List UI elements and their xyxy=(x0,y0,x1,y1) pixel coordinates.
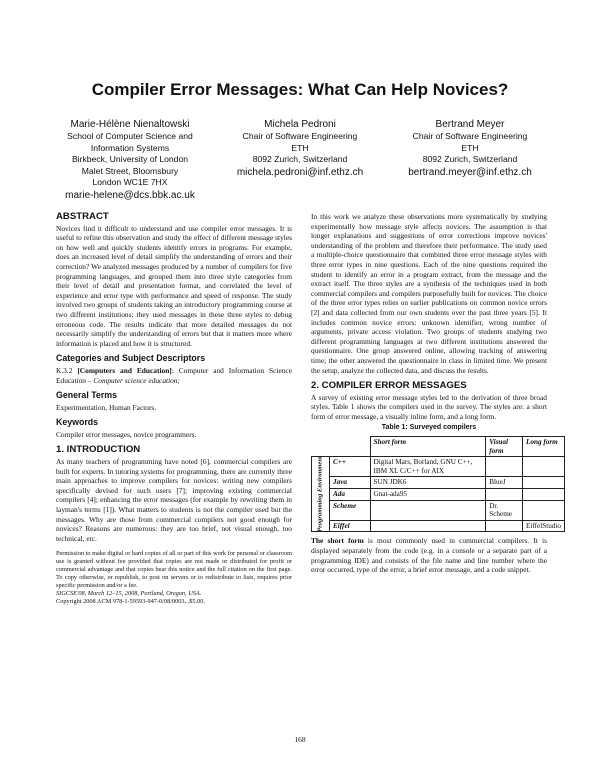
author-block-3 xyxy=(385,118,555,179)
right-column xyxy=(311,212,561,575)
table-row xyxy=(312,520,565,532)
author-email: marie-helene@dcs.bbk.ac.uk xyxy=(65,189,195,201)
categories-rest: : Computer and Information Science Education – xyxy=(56,365,292,385)
table-corner xyxy=(312,437,330,457)
abstract-text: Novices find it difficult to understand and use compiler error messages. It is useful to refine this observation and study the effect of different message styles on how well and quickly students identify errors in programs. For example, does an increased level of detail simplify the understanding of errors and their correction? We analyzed messages produced by a number of compilers for five programming languages, and grouped them into three style categories from their level of detail and presentation format, and correlated the level of experience and error type with performance and speed of response. The study involved two groups of students taking an introductory programming course at two different institutions; they used messages in these three styles to debug erroneous code. The results indicate that more detailed messages do not necessarily simplify the understanding of errors but that it matters more where information is placed and how it is structured. xyxy=(56,223,292,348)
author-affiliation: ETH xyxy=(461,142,479,153)
table-row-label xyxy=(312,457,330,532)
copyright-block xyxy=(56,550,292,606)
table-cell xyxy=(486,457,523,477)
table-cell: Gnat-ada95 xyxy=(370,489,486,501)
categories-code: K.3.2 xyxy=(56,365,78,375)
table-header: Long form xyxy=(522,437,564,457)
copyright-permission: Permission to make digital or hard copies of all or part of this work for personal or classroom use is granted without fee provided that copies are not made or distributed for profit or commercial advantage and that copies bear this notice and the full citation on the first page. To copy otherwise, or republish, to post on servers or to redistribute to lists, requires prior specific permission and/or a fee. xyxy=(56,550,292,590)
categories-text xyxy=(56,366,292,385)
table-row xyxy=(312,477,565,489)
keywords-heading: Keywords xyxy=(56,417,99,428)
author-block-1 xyxy=(45,118,215,202)
table-caption: Table 1: Surveyed compilers xyxy=(381,424,477,432)
categories-bold: [Computers and Education] xyxy=(77,365,172,375)
table-cell: Dr. Scheme xyxy=(486,500,523,520)
table-cell-lang: Ada xyxy=(330,489,371,501)
section2-heading: 2. COMPILER ERROR MESSAGES xyxy=(311,380,467,392)
table-cell-lang: Eiffel xyxy=(330,520,371,532)
abstract-heading: ABSTRACT xyxy=(56,211,109,222)
row-label-text: Programming Environment xyxy=(316,456,324,533)
author-affiliation: ETH xyxy=(291,142,309,153)
author-affiliation: Malet Street, Bloomsbury xyxy=(81,165,179,176)
table-cell xyxy=(370,520,486,532)
author-affiliation: 8092 Zurich, Switzerland xyxy=(422,154,518,164)
general-terms-heading: General Terms xyxy=(56,390,117,401)
author-affiliation: Information Systems xyxy=(90,142,170,153)
categories-heading: Categories and Subject Descriptors xyxy=(56,353,206,364)
table-cell xyxy=(522,489,564,501)
table-row xyxy=(312,457,565,477)
general-terms-text: Experimentation, Human Factors. xyxy=(56,402,157,412)
table-cell xyxy=(522,457,564,477)
author-email: bertrand.meyer@inf.ethz.ch xyxy=(408,166,532,178)
page-number: 168 xyxy=(294,735,306,744)
keywords-text: Compiler error messages, novice programmers. xyxy=(56,429,197,439)
table-cell: SUN JDK6 xyxy=(370,477,486,489)
table-cell: EiffelStudio xyxy=(522,520,564,532)
table-header: Visual form xyxy=(486,437,523,457)
table-cell xyxy=(486,489,523,501)
table-cell: BlueJ xyxy=(486,477,523,489)
table-cell xyxy=(486,520,523,532)
author-block-2 xyxy=(218,118,382,179)
section2-text: A survey of existing error message styles led to the derivation of three broad styles. Table 1 shows the compilers used in the survey. The styles are: a short form of error message, a visually inline form, and a long form. xyxy=(311,392,547,421)
introduction-text: As many teachers of programming have noted [6], commercial compilers are built for experts. In tutoring systems for programming, there are currently three main approaches to improve compilers for novices: writing new compilers specifically devised for such users [7]; improving existing commercial compilers [4]; enhancing the error messages (for example by rewriting them in layman's terms [1]). What matters to students is not the compiler used but the messages. Why are those from commercial compilers not good enough for novices? Reasons are numerous: they are too brief, not visual enough, too technical, etc. xyxy=(56,457,292,543)
table-cell xyxy=(522,500,564,520)
table-row xyxy=(312,500,565,520)
table-cell xyxy=(522,477,564,489)
author-affiliation: Chair of Software Engineering xyxy=(242,131,358,141)
author-affiliation: London WC1E 7HX xyxy=(92,177,168,187)
table-corner xyxy=(330,437,371,457)
compilers-table xyxy=(311,436,565,532)
table-header: Short form xyxy=(370,437,486,457)
table-row xyxy=(312,489,565,501)
after-table-bold: The short form xyxy=(311,536,364,546)
table-cell-lang: C++ xyxy=(330,457,371,477)
table-header-row xyxy=(312,437,565,457)
author-name: Bertrand Meyer xyxy=(435,119,505,130)
left-column xyxy=(56,212,292,606)
introduction-heading: 1. INTRODUCTION xyxy=(56,444,141,456)
table-cell-lang: Java xyxy=(330,477,371,489)
table-cell xyxy=(370,500,486,520)
copyright-conference: SIGCSE'08, March 12–15, 2008, Portland, Oregon, USA. xyxy=(56,590,202,598)
author-affiliation: School of Computer Science and xyxy=(67,131,193,141)
author-affiliation: Birkbeck, University of London xyxy=(71,154,189,164)
table-cell: Digital Mars, Borland, GNU C++, IBM XL C/C++ for AIX xyxy=(370,457,486,477)
after-table-rest: is most commonly used in commercial compilers. It is displayed separately from the code (e.g. in a console or a separate part of a programming IDE) and consists of the file name and line number where the error occurred, type of the error, a brief error message, and a code snippet. xyxy=(311,536,547,575)
categories-italic: Computer science education; xyxy=(93,375,180,385)
author-affiliation: Chair of Software Engineering xyxy=(412,131,528,141)
author-affiliation: 8092 Zurich, Switzerland xyxy=(252,154,348,164)
paper-title: Compiler Error Messages: What Can Help Novices? xyxy=(91,80,509,99)
table-cell-lang: Scheme xyxy=(330,500,371,520)
author-email: michela.pedroni@inf.ethz.ch xyxy=(236,166,364,178)
author-name: Marie-Hélène Nienaltowski xyxy=(70,119,190,130)
after-table-text xyxy=(311,536,547,574)
right-intro-text: In this work we analyze these observations more systematically by studying experimentally how message style affects novices. The assumption is that longer explanations and suggestions of error corrections improve novices' understanding of the problem and therefore their performance. The study used a multiple-choice questionnaire that combined three error message styles with three error types in nine questions. Each of the nine questions required the student to identify an error in a program extract, from the message and the extract itself. The three styles are a synthesis of the techniques used in both commercial compilers and compilers purposefully built for novices. The choice of the three error types relies on earlier publications on common novice errors [2] and data collected from our own students over the past three years [5]. It includes common novice errors: unknown identifier, wrong number of arguments, private access violation. Two groups of students studying two different programming languages at two different institutions answered the questionnaire. One group answered online, allowing tracking of answering time; the other answered the questionnaire in class in limited time. We present the setup, analyze the collected data, and discuss the results. xyxy=(311,212,547,375)
copyright-line: Copyright 2008 ACM 978-1-59593-947-0/08/0003...$5.00. xyxy=(56,598,206,606)
author-name: Michela Pedroni xyxy=(264,119,336,130)
